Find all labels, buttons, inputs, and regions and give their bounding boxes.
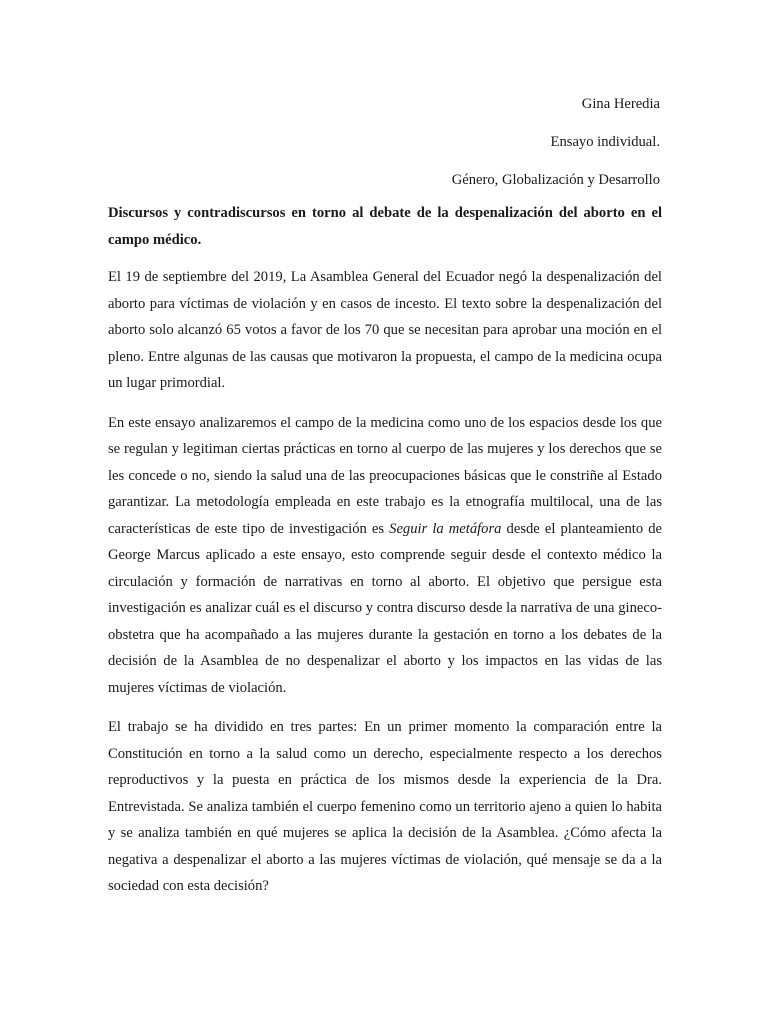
document-body xyxy=(108,200,662,913)
paragraph-2-text-after: desde el planteamiento de George Marcus aplicado a este ensayo, esto comprende seguir desde el contexto médico la circulación y formación de narrativas en torno al aborto. El objetivo que persigue esta investigación es analizar cuál es el discurso y contra discurso desde la narrativa de una gineco-obstetra que ha acompañado a las mujeres durante la gestación en torno a los debates de la decisión de la Asamblea de no despenalizar el aborto y los impactos en las vidas de las mujeres víctimas de violación. xyxy=(108,520,663,696)
paragraph-3: El trabajo se ha dividido en tres partes: En un primer momento la comparación entre la Constitución en torno a la salud como un derecho, especialmente respecto a los derechos reproductivos y la puesta en práctica de los mismos desde la experiencia de la Dra. Entrevistada. Se analiza también el cuerpo femenino como un territorio ajeno a quien lo habita y se analiza también en qué mujeres se aplica la decisión de la Asamblea. ¿Cómo afecta la negativa a despenalizar el aborto a las mujeres víctimas de violación, qué mensaje se da a la sociedad con esta decisión? xyxy=(108,719,662,894)
paragraph-1: El 19 de septiembre del 2019, La Asamblea General del Ecuador negó la despenalización del aborto para víctimas de violación y en casos de incesto. El texto sobre la despenalización del aborto solo alcanzó 65 votos a favor de los 70 que se necesitan para aprobar una moción en el pleno. Entre algunas de las causas que motivaron la propuesta, el campo de la medicina ocupa un lugar primordial. xyxy=(108,269,662,391)
paragraph-2-text-before: En este ensayo analizaremos el campo de la medicina como uno de los espacios desde los que se regulan y legitiman ciertas prácticas en torno al cuerpo de las mujeres y los derechos que se les concede o no, siendo la salud una de las preocupaciones básicas que le constriñe al Estado garantizar. La metodología empleada en este trabajo es la etnografía multilocal, una de las características de este tipo de investigación es xyxy=(108,414,662,537)
author-name: Gina Heredia xyxy=(581,96,660,112)
document-type: Ensayo individual. xyxy=(550,134,660,150)
paragraph-2-italic-term: Seguir la metáfora xyxy=(389,520,502,537)
document-header xyxy=(452,91,660,205)
essay-title: Discursos y contradiscursos en torno al debate de la despenalización del aborto en el campo médico. xyxy=(108,205,662,248)
paragraph-2 xyxy=(108,410,662,702)
course-name: Género, Globalización y Desarrollo xyxy=(451,172,660,188)
